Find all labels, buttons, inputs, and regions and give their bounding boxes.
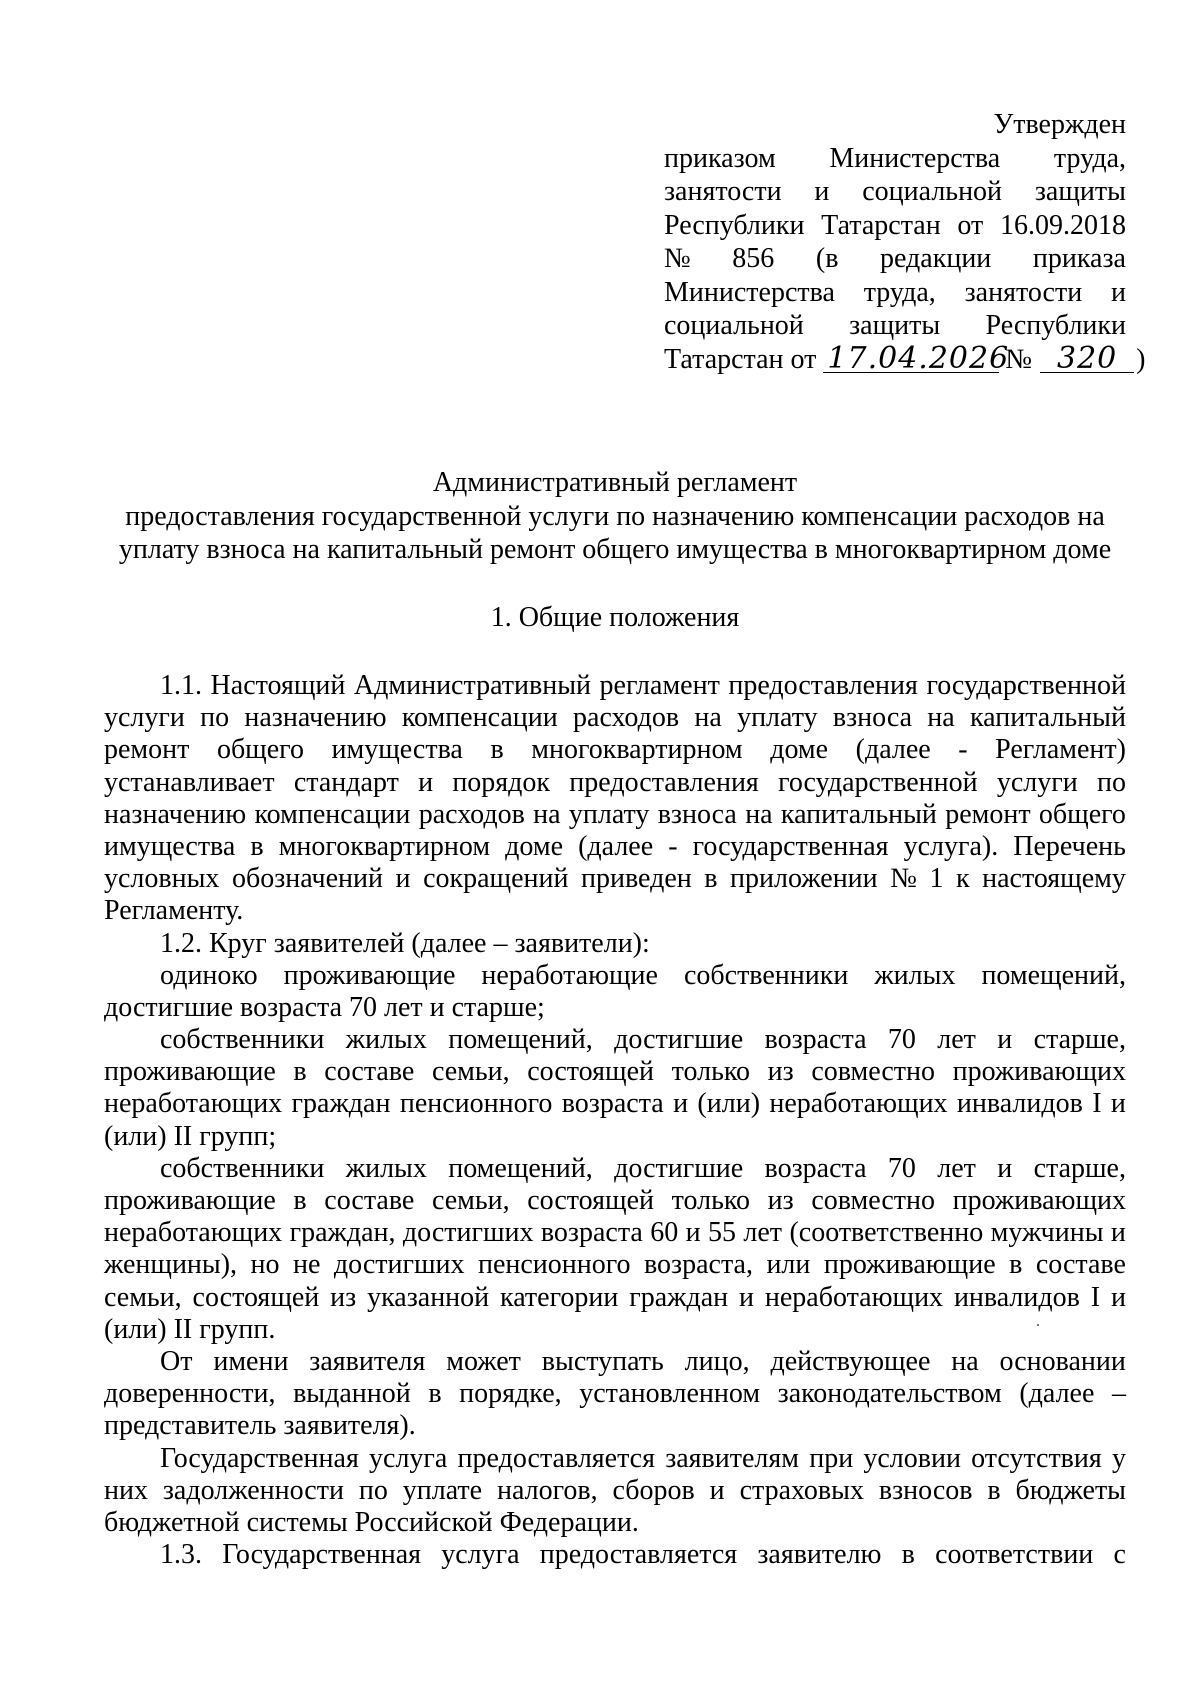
word: взноса — [657, 798, 737, 830]
word: в — [428, 1378, 442, 1410]
word: труда, — [1053, 142, 1126, 174]
paragraph-line — [104, 799, 1126, 831]
word: возраста — [561, 1088, 664, 1120]
word: состоящей — [527, 1185, 654, 1216]
word: и — [1110, 1088, 1126, 1120]
word: порядок — [452, 766, 551, 798]
paragraph-line: Регламенту. — [104, 895, 244, 927]
word: сборов — [612, 1474, 695, 1506]
paragraph-line — [104, 1056, 1126, 1088]
word: или — [766, 1249, 811, 1281]
handwritten-date: 17.04.2026 — [823, 346, 999, 373]
word: Настоящий — [210, 670, 346, 701]
paragraph-1-3 — [104, 1539, 1126, 1571]
word: в — [704, 863, 718, 895]
word: государственная — [692, 830, 889, 862]
word: занятости — [664, 176, 782, 207]
word: жилых — [345, 1024, 427, 1056]
word: в — [901, 1539, 915, 1571]
word: и — [685, 1217, 701, 1249]
paragraph-line — [104, 670, 1126, 702]
approval-last-prefix: Татарстан от — [664, 343, 817, 375]
word: и — [418, 766, 434, 798]
word: помещений, — [448, 1152, 593, 1184]
p3-lines — [104, 960, 1126, 992]
paragraph-line — [104, 1539, 1126, 1571]
word: на — [745, 798, 773, 830]
word: помещений, — [981, 959, 1126, 991]
word: и — [709, 1474, 725, 1506]
word: из — [330, 1281, 357, 1313]
word: составе — [324, 1056, 415, 1088]
word: компенсации — [254, 798, 411, 830]
word: проживающие — [823, 1249, 996, 1281]
word: социальной — [664, 310, 804, 341]
word: не — [292, 1249, 321, 1281]
word: семьи, — [104, 1281, 182, 1313]
word: услуги — [104, 702, 185, 734]
word: условных — [104, 863, 220, 895]
word: возраста, — [644, 1249, 753, 1281]
word: государственной — [926, 670, 1126, 701]
regulation-title — [104, 466, 1126, 567]
section-heading: 1. Общие положения — [490, 602, 740, 633]
word: при — [809, 1442, 854, 1474]
word: 70 — [887, 1152, 916, 1184]
word: 55 — [708, 1217, 737, 1249]
word: предоставляется — [539, 1539, 738, 1571]
word: достигшие — [614, 1152, 744, 1184]
word: уплату — [568, 798, 650, 830]
word: заявителям — [665, 1442, 799, 1474]
word: Государственная — [160, 1442, 359, 1474]
word: неработающие — [481, 959, 658, 991]
handwritten-number: 320 — [1040, 346, 1134, 373]
word: и — [1110, 276, 1126, 308]
word: защиты — [1034, 176, 1126, 207]
word: I — [1092, 1088, 1102, 1120]
word: приложении — [730, 863, 878, 895]
paragraph-line — [104, 1153, 1126, 1185]
approval-line — [664, 276, 1126, 310]
word: заявителя — [309, 1345, 426, 1377]
word: Административный — [353, 670, 591, 701]
word: старше, — [1033, 1152, 1126, 1184]
word: жилых — [874, 959, 956, 991]
paragraph-1-2 — [104, 928, 1126, 960]
word: состоящей — [527, 1056, 654, 1088]
closing-paren: ) — [1136, 343, 1146, 375]
word: от — [957, 209, 984, 241]
word: налогов, — [496, 1474, 598, 1506]
word: Министерства — [664, 276, 835, 308]
word: (далее — [578, 830, 654, 862]
word: основании — [999, 1345, 1126, 1377]
word: из — [767, 1056, 794, 1088]
word: совместно — [811, 1185, 936, 1216]
word: граждан, — [289, 1217, 396, 1249]
word: законодательством — [777, 1378, 1002, 1410]
paragraph-line: достигшие возраста 70 лет и старше; — [104, 991, 545, 1023]
word: государственной — [778, 766, 978, 798]
word: услуга). — [903, 830, 999, 862]
word: уплату — [737, 702, 818, 734]
word: в — [293, 1185, 307, 1216]
word: и — [1110, 1217, 1126, 1249]
word: доверенности, — [104, 1378, 276, 1410]
word: семьи, — [431, 1056, 510, 1088]
p4-lines — [104, 1024, 1126, 1121]
word: доме — [505, 830, 564, 862]
word: – — [1112, 1378, 1126, 1410]
paragraph-line — [104, 767, 1126, 799]
word: жилых — [345, 1152, 427, 1184]
word: помещений, — [448, 1024, 593, 1056]
word: устанавливает — [104, 766, 275, 798]
word: задолженности — [162, 1474, 344, 1506]
word: собственники — [160, 1152, 325, 1184]
paragraph-line — [104, 1443, 1126, 1475]
word: бюджеты — [1015, 1474, 1126, 1506]
word: приказом — [664, 142, 776, 174]
word: имущества — [104, 830, 236, 862]
word: граждан — [291, 1088, 391, 1120]
paragraph-line: бюджетной системы Российской Федерации. — [104, 1506, 639, 1538]
word: От — [160, 1345, 193, 1377]
p6-lines — [104, 1346, 1126, 1410]
word: имущества — [331, 734, 463, 766]
word: в — [987, 1474, 1001, 1506]
word: доме — [770, 734, 829, 766]
paragraph-line — [104, 960, 1126, 992]
word: услуга — [369, 1442, 448, 1474]
paragraph-line — [104, 831, 1126, 863]
word: назначению — [104, 798, 247, 830]
approval-last-line — [664, 340, 1146, 377]
word: граждан — [629, 1281, 729, 1313]
word: и — [997, 1152, 1013, 1184]
paragraph-line — [104, 1249, 1126, 1281]
word: защиты — [849, 310, 941, 341]
paragraph-line — [104, 1217, 1126, 1249]
word: лицо, — [684, 1345, 750, 1377]
word: услуги — [996, 766, 1078, 798]
word: с — [1113, 1539, 1126, 1571]
word: № — [664, 243, 691, 274]
approval-lines — [664, 142, 1126, 343]
word: указанной — [367, 1281, 490, 1313]
word: расходов — [573, 702, 680, 734]
word: - — [958, 734, 968, 766]
word: 1 — [929, 863, 944, 895]
paragraph-line — [104, 1185, 1126, 1217]
word: одиноко — [160, 959, 258, 991]
word: из — [767, 1185, 794, 1216]
word: № — [890, 863, 917, 895]
word: проживающие — [283, 959, 456, 991]
word: 1.3. — [160, 1539, 202, 1571]
word: расходов — [418, 798, 525, 830]
p5-lines — [104, 1153, 1126, 1314]
word: 856 — [732, 243, 775, 274]
word: взноса — [832, 702, 913, 734]
word: заявителю — [757, 1539, 882, 1571]
paragraph-line: 1.2. Круг заявителей (далее – заявители): — [160, 927, 650, 959]
word: на — [533, 798, 561, 830]
word: и — [739, 1281, 754, 1313]
paragraph-line — [104, 1088, 1126, 1120]
word: в — [490, 734, 504, 766]
approval-title: Утвержден — [993, 109, 1126, 140]
paragraph-applicants-2 — [104, 1024, 1126, 1153]
word: многоквартирном — [278, 830, 491, 862]
word: лет — [743, 1217, 783, 1249]
paragraph-line: (или) II групп; — [104, 1120, 277, 1152]
word: возраста — [764, 1152, 867, 1184]
paragraph-applicants-3 — [104, 1153, 1126, 1346]
word: предоставления — [569, 766, 759, 798]
word: проживающие — [104, 1185, 276, 1216]
word: инвалидов — [953, 1281, 1080, 1313]
word: редакции — [880, 243, 992, 274]
word: отсутствия — [971, 1442, 1102, 1474]
word: лет — [937, 1152, 976, 1184]
word: Регламент) — [995, 734, 1126, 766]
word: и — [997, 1024, 1013, 1056]
word: семьи, — [431, 1185, 510, 1216]
approval-line — [664, 309, 1126, 343]
body-text — [104, 670, 1126, 1571]
paragraph-condition — [104, 1443, 1126, 1540]
word: и — [814, 176, 830, 207]
paragraph-line — [104, 734, 1126, 766]
word: лет — [937, 1024, 976, 1056]
p7-lines — [104, 1443, 1126, 1507]
word: собственники — [160, 1024, 325, 1056]
word: в — [293, 1056, 307, 1088]
approval-line — [664, 209, 1126, 243]
word: женщины), — [104, 1249, 238, 1281]
word: них — [104, 1474, 148, 1506]
word: неработающих — [764, 1281, 944, 1313]
word: возраста — [764, 1024, 867, 1056]
word: может — [446, 1345, 521, 1377]
approval-line — [664, 242, 1126, 276]
word: в — [1009, 1249, 1023, 1281]
word: Республики — [985, 310, 1126, 341]
word: сокращений — [423, 863, 569, 895]
word: 70 — [887, 1024, 916, 1056]
word: и — [395, 863, 411, 895]
word: ремонт — [104, 734, 190, 766]
word: составе — [1035, 1249, 1126, 1281]
approval-line — [664, 175, 1126, 209]
word: (далее — [1019, 1378, 1095, 1410]
word: составе — [324, 1185, 415, 1216]
title-line-3: уплату взноса на капитальный ремонт общего имущества в многоквартирном доме — [118, 534, 1112, 565]
paragraph-1-1 — [104, 670, 1126, 928]
word: ремонт — [945, 798, 1031, 830]
word: установленном — [579, 1378, 761, 1410]
word: (соответственно — [789, 1217, 984, 1249]
word: пенсионного — [477, 1249, 631, 1281]
word: (в — [815, 243, 839, 274]
word: общего — [216, 734, 304, 766]
word: проживающих — [952, 1185, 1126, 1216]
paragraph-line — [104, 702, 1126, 734]
word: соответствии — [935, 1539, 1094, 1571]
word: Татарстан — [821, 209, 941, 241]
paragraph-line — [104, 1378, 1126, 1410]
word: у — [1111, 1442, 1126, 1474]
word: мужчины — [990, 1217, 1104, 1249]
word: категории — [500, 1281, 619, 1313]
word: регламент — [599, 670, 720, 701]
title-line-1: Административный регламент — [432, 467, 798, 498]
word: возраста — [540, 1217, 643, 1249]
word: на — [694, 702, 722, 734]
word: труда, — [863, 276, 936, 308]
word: I — [1090, 1281, 1101, 1313]
word: услуга — [441, 1539, 520, 1571]
word: собственники — [683, 959, 849, 991]
word: совместно — [811, 1056, 936, 1088]
paragraph-line — [104, 863, 1126, 895]
word: обозначений — [231, 863, 384, 895]
word: достигших — [402, 1217, 534, 1249]
word: капитальный — [969, 702, 1126, 734]
word: многоквартирном — [531, 734, 743, 766]
word: приказа — [1032, 243, 1126, 274]
word: взносов — [878, 1474, 973, 1506]
word: достигшие — [614, 1024, 744, 1056]
paragraph-line — [104, 1024, 1126, 1056]
paragraph-line — [104, 1346, 1126, 1378]
approval-block — [664, 108, 1146, 376]
word: и — [673, 1088, 689, 1120]
word: - — [668, 830, 678, 862]
scan-speck — [1037, 1324, 1039, 1326]
word: по — [358, 1474, 388, 1506]
word: уплате — [402, 1474, 483, 1506]
paragraph-line: представитель заявителя). — [104, 1410, 416, 1442]
word: старше, — [1033, 1024, 1126, 1056]
word: проживающие — [104, 1056, 276, 1088]
word: и — [1110, 1281, 1126, 1313]
word: страховых — [739, 1474, 864, 1506]
word: занятости — [964, 276, 1083, 308]
word: капитальный — [780, 798, 937, 830]
word: (далее — [855, 734, 931, 766]
word: но — [250, 1249, 280, 1281]
word: неработающих — [104, 1217, 283, 1249]
word: 16.09.2018 — [1000, 209, 1126, 241]
word: Государственная — [222, 1539, 422, 1571]
word: социальной — [862, 176, 1003, 207]
word: выданной — [293, 1378, 411, 1410]
word: неработающих — [769, 1088, 948, 1120]
word: приведен — [581, 863, 692, 895]
word: по — [200, 702, 230, 734]
word: достигших — [333, 1249, 465, 1281]
word: предоставляется — [457, 1442, 655, 1474]
paragraph-line — [104, 1475, 1126, 1507]
number-sign: № — [1005, 343, 1033, 375]
word: только — [671, 1185, 751, 1216]
p1-lines — [104, 670, 1126, 895]
word: порядке, — [459, 1378, 562, 1410]
word: на — [927, 702, 955, 734]
word: по — [1097, 766, 1126, 798]
word: состоящей — [192, 1281, 320, 1313]
word: общего — [1038, 798, 1126, 830]
word: действующее — [770, 1345, 931, 1377]
paragraph-representative — [104, 1346, 1126, 1443]
word: выступать — [541, 1345, 664, 1377]
word: к — [955, 863, 970, 895]
word: Перечень — [1013, 830, 1126, 862]
paragraph-line — [104, 1282, 1126, 1314]
word: Республики — [664, 209, 805, 241]
word: условии — [863, 1442, 961, 1474]
paragraph-applicants-1 — [104, 960, 1126, 1024]
word: только — [671, 1056, 751, 1088]
approval-line — [664, 142, 1126, 176]
word: назначению — [244, 702, 387, 734]
word: (или) — [697, 1088, 761, 1120]
word: предоставления — [728, 670, 918, 701]
word: 60 — [650, 1217, 679, 1249]
word: компенсации — [401, 702, 558, 734]
word: проживающих — [952, 1056, 1126, 1088]
word: неработающих — [104, 1088, 283, 1120]
word: Министерства — [829, 142, 1001, 174]
word: в — [250, 830, 264, 862]
word: 1.1. — [160, 670, 202, 701]
p8-lines — [104, 1539, 1126, 1571]
word: настоящему — [982, 863, 1126, 895]
paragraph-line: (или) II групп. — [104, 1313, 276, 1345]
word: пенсионного — [399, 1088, 553, 1120]
word: на — [951, 1345, 979, 1377]
word: инвалидов — [956, 1088, 1083, 1120]
word: имени — [213, 1345, 289, 1377]
title-line-2: предоставления государственной услуги по назначению компенсации расходов на — [125, 500, 1105, 532]
word: стандарт — [293, 766, 399, 798]
